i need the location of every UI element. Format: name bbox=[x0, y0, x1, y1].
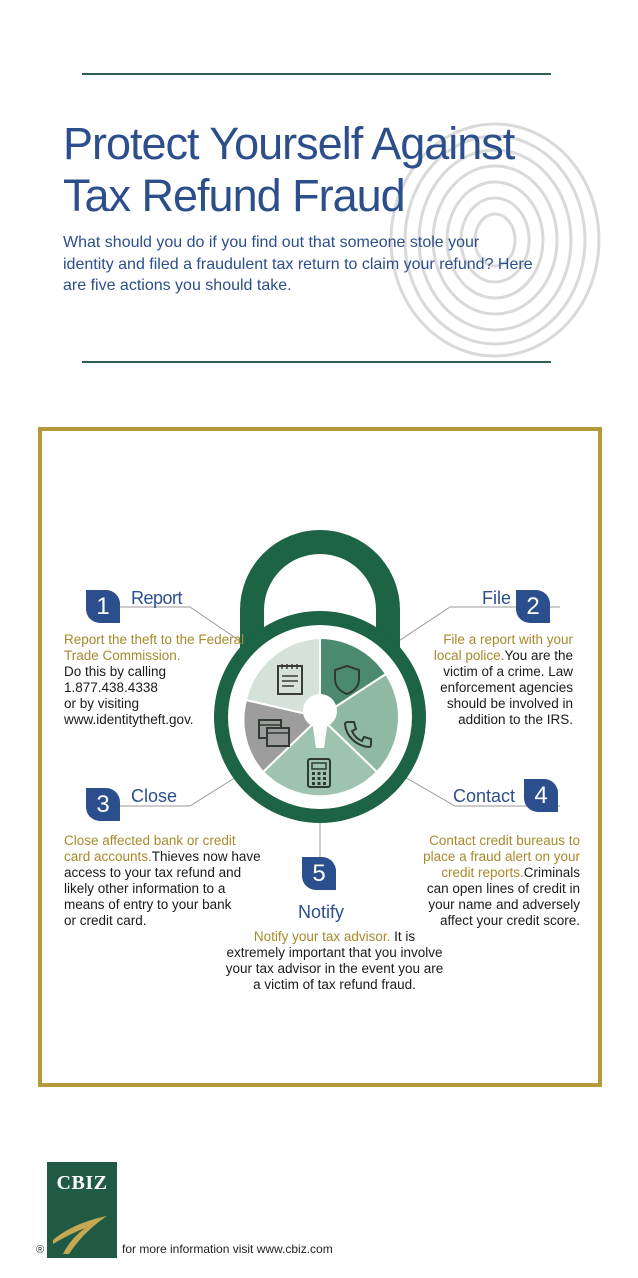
calculator-icon bbox=[306, 757, 332, 789]
step-4-line: can open lines of credit in bbox=[426, 881, 580, 896]
step-2-text bbox=[395, 632, 573, 728]
step-1-highlight: Report the theft to the Federal Trade Commission. bbox=[64, 632, 245, 663]
step-3-line: Thieves now have bbox=[151, 849, 261, 864]
step-2-line: addition to the IRS. bbox=[458, 712, 573, 727]
step-4-line: affect your credit score. bbox=[439, 913, 580, 928]
step-3-line: access to your tax refund and bbox=[64, 865, 242, 880]
step-4-highlight: credit reports. bbox=[441, 865, 524, 880]
title-line-2: Tax Refund Fraud bbox=[63, 170, 405, 221]
step-5-line: It is bbox=[394, 929, 416, 944]
step-1-label: Report bbox=[131, 588, 183, 608]
step-5-badge: 5 bbox=[302, 857, 336, 890]
step-4-label: Contact bbox=[453, 786, 516, 806]
step-1-text bbox=[64, 632, 264, 728]
notepad-icon bbox=[276, 662, 304, 696]
step-5-label: Notify bbox=[298, 902, 345, 922]
cbiz-logo bbox=[47, 1162, 117, 1258]
title-line-1: Protect Yourself Against bbox=[63, 118, 515, 169]
step-5-highlight: Notify your tax advisor. bbox=[253, 929, 391, 944]
registered-mark: ® bbox=[36, 1244, 45, 1256]
step-2-line: You are the bbox=[504, 648, 573, 663]
step-3-line: means of entry to your bank bbox=[64, 897, 232, 912]
step-2-label: File bbox=[482, 588, 512, 608]
step-4-line: Criminals bbox=[523, 865, 580, 880]
step-3-label: Close bbox=[131, 786, 178, 806]
step-2-highlight: File a report with your bbox=[443, 632, 573, 647]
step-5-line: a victim of tax refund fraud. bbox=[253, 977, 416, 992]
step-1-line: Do this by calling bbox=[64, 664, 167, 679]
step-2-line: enforcement agencies bbox=[440, 680, 573, 695]
step-1-line: www.identitytheft.gov. bbox=[64, 712, 194, 727]
step-5-line: your tax advisor in the event you are bbox=[225, 961, 444, 976]
step-3-line: likely other information to a bbox=[64, 881, 226, 896]
footer-info: for more information visit www.cbiz.com bbox=[122, 1242, 333, 1256]
step-3-highlight: card accounts. bbox=[64, 849, 152, 864]
step-3-text bbox=[64, 833, 284, 929]
step-3-highlight: Close affected bank or credit bbox=[64, 833, 236, 848]
shield-icon bbox=[333, 664, 361, 696]
step-5-line: extremely important that you involve bbox=[226, 945, 443, 960]
step-4-badge: 4 bbox=[524, 779, 558, 812]
step-2-badge: 2 bbox=[516, 590, 550, 623]
step-3-line: or credit card. bbox=[64, 913, 147, 928]
step-1-line: 1.877.438.4338 bbox=[64, 680, 158, 695]
step-2-line: victim of a crime. Law bbox=[443, 664, 573, 679]
step-3-badge: 3 bbox=[86, 788, 120, 821]
step-2-line: should be involved in bbox=[446, 696, 573, 711]
logo-wordmark: CBIZ bbox=[56, 1172, 108, 1194]
step-4-highlight: place a fraud alert on your bbox=[423, 849, 580, 864]
logo-swoosh-icon bbox=[47, 1198, 117, 1258]
step-2-highlight: local police. bbox=[433, 648, 505, 663]
step-5-text bbox=[212, 929, 457, 993]
step-4-line: your name and adversely bbox=[428, 897, 580, 912]
intro-text: What should you do if you find out that someone stole your identity and filed a fraudulent tax return to claim your refund? Here are five actions you should take. bbox=[63, 234, 533, 294]
step-1-badge: 1 bbox=[86, 590, 120, 623]
step-1-line: or by visiting bbox=[64, 696, 140, 711]
step-4-highlight: Contact credit bureaus to bbox=[429, 833, 580, 848]
step-4-text bbox=[384, 833, 580, 929]
phone-icon bbox=[342, 718, 374, 750]
